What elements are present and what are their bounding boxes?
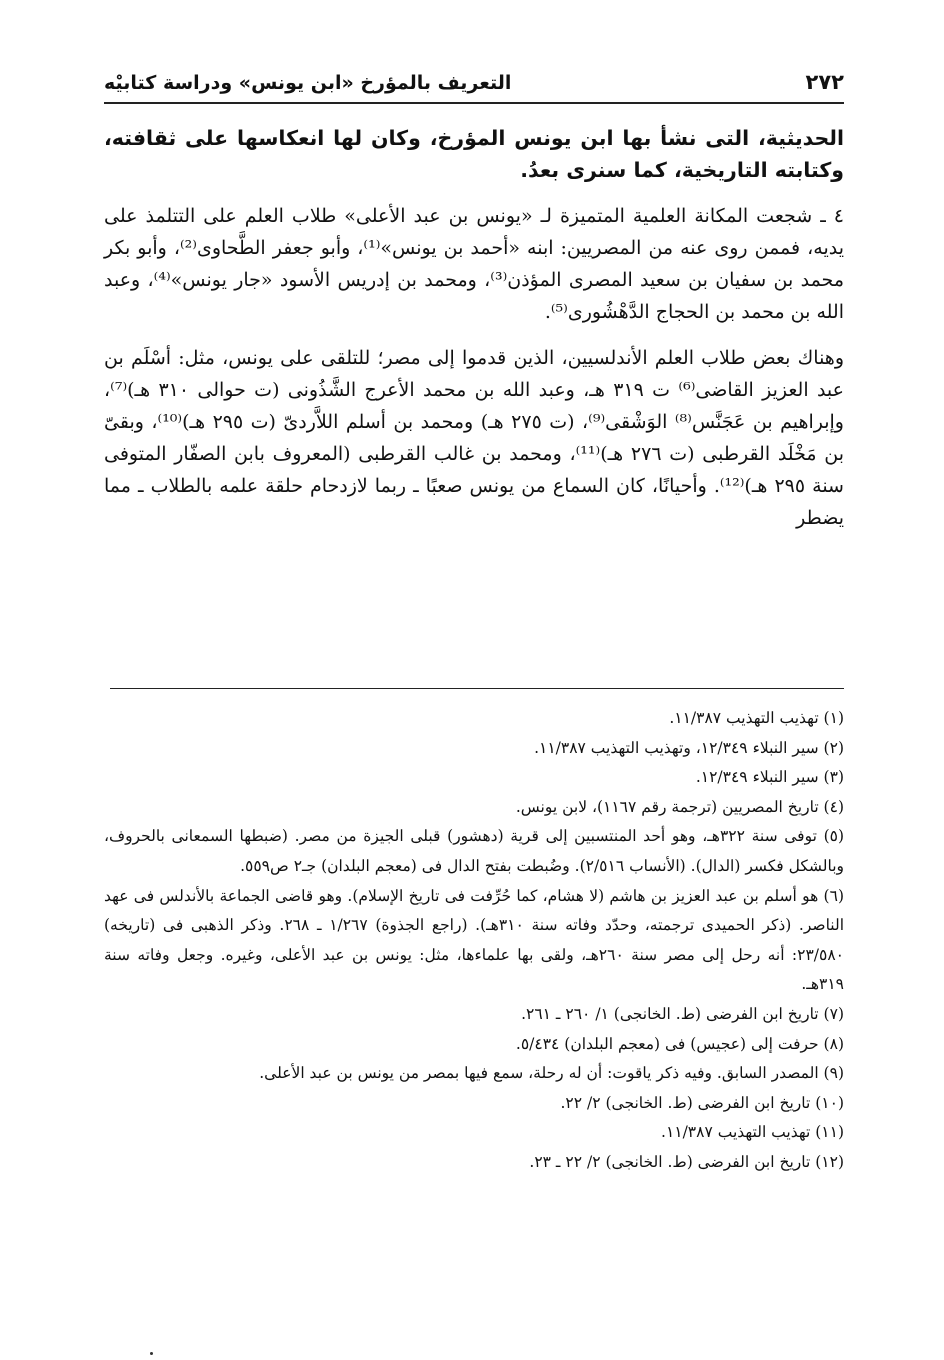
book-page — [104, 70, 844, 534]
footnote: (٤) تاريخ المصريين (ترجمة رقم ١١٦٧)، لابن يونس. — [515, 797, 844, 816]
running-title: التعريف بالمؤرخ «ابن يونس» ودراسة كتابيْه — [104, 72, 512, 94]
footnote-separator — [110, 688, 844, 689]
footnote: (١٢) تاريخ ابن الفرضى (ط. الخانجى) ٢/ ٢٢ ـ ٢٣. — [529, 1152, 844, 1171]
page-number: ٢٧٢ — [805, 70, 844, 94]
footnote: (١) تهذيب التهذيب ١١/٣٨٧. — [669, 709, 844, 727]
footnote: (٦) هو أسلم بن عبد العزيز بن هاشم (لا هشام، كما حُرِّفت فى تاريخ الإسلام). وهو قاضى الجماعة بالأندلس فى عهد الناصر. (ذكر الحميدى ترجمته، وحدّد وفاته سنة ٣١٠هـ). (راجع الجذوة) ١/٢٦٧ ـ ٢٦٨. وذكر الذهبى فى (تاريخه) ٢٣/٥٨٠: أنه رحل إلى مصر سنة ٢٦٠هـ، ولقى بها علماءها، مثل: يونس بن عبد الأعلى، وغيره. وجعل وفاته سنة ٣١٩هـ. — [104, 886, 844, 994]
running-header — [104, 70, 844, 104]
body-paragraph: وهناك بعض طلاب العلم الأندلسيين، الذين قدموا إلى مصر؛ للتلقى على يونس، مثل: أسْلَم بن عبد العزيز القاضى⁽⁶⁾ ت ٣١٩ هـ، وعبد الله بن محمد الأعرج الشَّذُونى (ت حوالى ٣١٠ هـ)⁽⁷⁾، وإبراهيم بن عَجَنَّس⁽⁸⁾ الوَشْقى⁽⁹⁾، (ت ٢٧٥ هـ) ومحمد بن أسلم اللاَّردىّ (ت ٢٩٥ هـ)⁽¹⁰⁾، وبقىّ بن مَخْلَد القرطبى (ت ٢٧٦ هـ)⁽¹¹⁾، ومحمد بن غالب القرطبى (المعروف بابن الصفّار المتوفى سنة ٢٩٥ هـ)⁽¹²⁾. وأحيانًا، كان السماع من يونس صعبًا ـ ربما لازدحام حلقة علمه بالطلاب ـ مما يضطر — [104, 347, 844, 529]
footnote: (١٠) تاريخ ابن الفرضى (ط. الخانجى) ٢/ ٢٢. — [560, 1093, 844, 1112]
footnote: (٩) المصدر السابق. وفيه ذكر ياقوت: أن له رحلة، سمع فيها بمصر من يونس بن عبد الأعلى. — [259, 1064, 844, 1083]
footnote: (١١) تهذيب التهذيب ١١/٣٨٧. — [661, 1123, 844, 1142]
footnote: (٨) حرفت إلى (عجيس) فى (معجم البلدان) ٥/٤٣٤. — [515, 1034, 844, 1053]
footnotes — [104, 704, 844, 1178]
lead-paragraph: الحديثية، التى نشأ بها ابن يونس المؤرخ، وكان لها انعكاسها على ثقافته، وكتابته التاريخية، كما سنرى بعدُ. — [104, 126, 844, 182]
body-paragraph: ٤ ـ شجعت المكانة العلمية المتميزة لـ «يونس بن عبد الأعلى» طلاب العلم على التتلمذ على يديه، فممن روى عنه من المصريين: ابنه «أحمد بن يونس»⁽¹⁾، وأبو جعفر الطَّحاوى⁽²⁾، وأبو بكر محمد بن سفيان بن سعيد المصرى المؤذن⁽³⁾، ومحمد بن إدريس الأسود «جار يونس»⁽⁴⁾، وعبد الله بن محمد بن الحجاج الدَّهْشُورى⁽⁵⁾. — [104, 205, 845, 323]
scan-speck — [150, 1352, 153, 1355]
footnote: (٥) توفى سنة ٣٢٢هـ، وهو أحد المنتسبين إلى قرية (دهشور) قبلى الجيزة من مصر. (ضبطها السمعانى بالحروف، وبالشكل فكسر (الدال). (الأنساب ٢/٥١٦). وضُبطت بفتح الدال فى (معجم البلدان) جـ٢ ص٥٥٩. — [104, 827, 845, 875]
footnote: (٣) سير النبلاء ١٢/٣٤٩. — [695, 768, 844, 787]
footnote: (٢) سير النبلاء ١٢/٣٤٩، وتهذيب التهذيب ١١/٣٨٧. — [534, 738, 844, 757]
footnote: (٧) تاريخ ابن الفرضى (ط. الخانجى) ١/ ٢٦٠ ـ ٢٦١. — [521, 1004, 844, 1023]
